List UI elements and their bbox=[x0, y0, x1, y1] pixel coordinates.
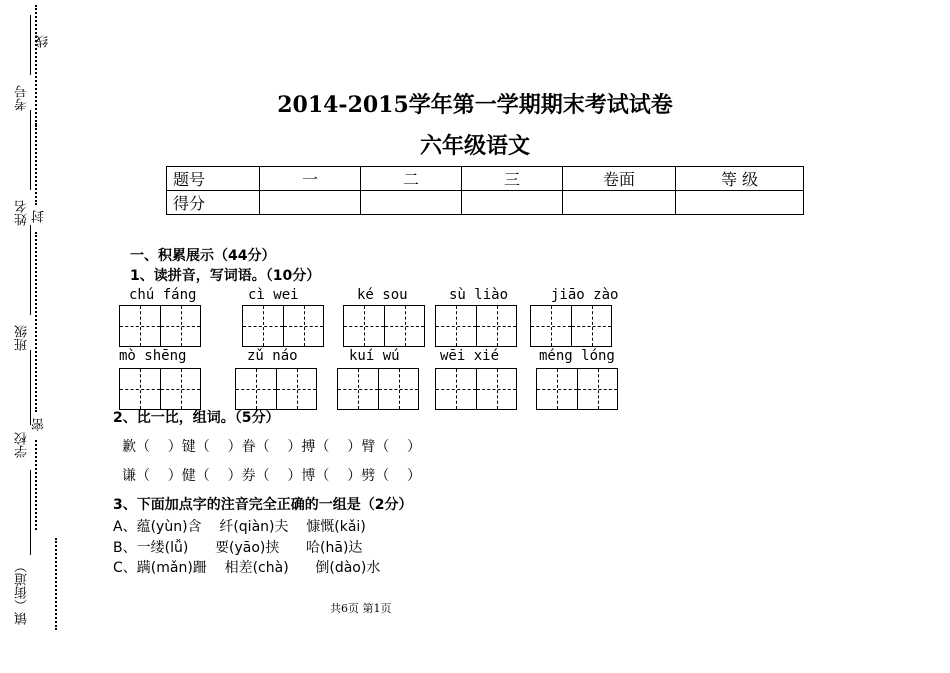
pinyin-label: sù liào bbox=[449, 287, 509, 303]
margin-mi-char: 密 bbox=[32, 418, 47, 431]
margin-feng-char: 封 bbox=[32, 210, 47, 223]
writing-grid[interactable] bbox=[343, 305, 425, 347]
question2-heading: 2、比一比，组词。（5分） bbox=[113, 410, 280, 426]
score-header-cell: 三 bbox=[462, 167, 563, 191]
writing-grid[interactable] bbox=[119, 305, 201, 347]
writing-grid[interactable] bbox=[119, 368, 201, 410]
question1-heading: 1、读拼音，写词语。（10分） bbox=[130, 268, 321, 284]
pinyin-label: cì wei bbox=[248, 287, 299, 303]
exam-title: 2014-2015学年第一学期期末考试试卷 bbox=[277, 92, 673, 118]
writing-grid[interactable] bbox=[235, 368, 317, 410]
pinyin-label: ké sou bbox=[357, 287, 408, 303]
pinyin-label: mò shēng bbox=[119, 348, 187, 364]
question3-heading: 3、下面加点字的注音完全正确的一组是（2分） bbox=[113, 497, 413, 513]
option-a: A、蕴(yùn)含 纤(qiàn)夫 慷慨(kǎi) bbox=[113, 519, 366, 535]
banji-line bbox=[30, 225, 31, 315]
writing-grid[interactable] bbox=[337, 368, 419, 410]
xuexiao-line bbox=[30, 350, 31, 425]
score-header-cell: 等 级 bbox=[676, 167, 804, 191]
margin-kaohao-label: 考号 bbox=[15, 85, 30, 111]
writing-grid[interactable] bbox=[435, 305, 517, 347]
option-b: B、一缕(lǚ) 要(yāo)挟 哈(hā)达 bbox=[113, 540, 363, 556]
pinyin-label: wēi xié bbox=[440, 348, 500, 364]
writing-grid[interactable] bbox=[536, 368, 618, 410]
option-c: C、蹒(mǎn)跚 相差(chà) 倒(dào)水 bbox=[113, 560, 381, 576]
pinyin-label: kuí wú bbox=[349, 348, 400, 364]
pinyin-label: chú fáng bbox=[129, 287, 197, 303]
score-header-cell: 题号 bbox=[167, 167, 260, 191]
score-cell[interactable] bbox=[563, 191, 676, 215]
writing-grid[interactable] bbox=[242, 305, 324, 347]
kaohao-line bbox=[30, 15, 31, 75]
writing-grid[interactable] bbox=[530, 305, 612, 347]
margin-zhen-label: 镇（街道） bbox=[15, 560, 30, 625]
pinyin-label: zǔ náo bbox=[247, 348, 298, 364]
pinyin-label: jiāo zào bbox=[551, 287, 619, 303]
zhen-line bbox=[30, 470, 31, 555]
compare-row: 歉（ ）键（ ）眷（ ）搏（ ）臂（ ） bbox=[122, 439, 422, 455]
margin-xingming-label: 姓名 bbox=[15, 200, 30, 226]
score-table-score-row bbox=[167, 191, 804, 215]
margin-xuexiao-label: 学校 bbox=[15, 432, 30, 458]
binding-dotted-line-outer bbox=[55, 538, 57, 630]
compare-row: 谦（ ）健（ ）券（ ）博（ ）劈（ ） bbox=[122, 468, 422, 484]
margin-line-char: 线 bbox=[36, 35, 51, 48]
score-header-cell: 二 bbox=[361, 167, 462, 191]
score-cell[interactable] bbox=[361, 191, 462, 215]
score-cell[interactable] bbox=[676, 191, 804, 215]
score-header-cell: 卷面 bbox=[563, 167, 676, 191]
pinyin-label: méng lóng bbox=[539, 348, 615, 364]
binding-dotted-line bbox=[35, 232, 37, 412]
score-cell[interactable] bbox=[260, 191, 361, 215]
exam-subtitle: 六年级语文 bbox=[419, 133, 530, 159]
page-footer: 共6页 第1页 bbox=[330, 602, 392, 615]
score-row-label: 得分 bbox=[167, 191, 260, 215]
binding-dotted-line bbox=[35, 440, 37, 530]
section1-heading: 一、积累展示（44分） bbox=[130, 248, 276, 264]
writing-grid[interactable] bbox=[435, 368, 517, 410]
margin-banji-label: 班级 bbox=[15, 325, 30, 351]
score-table-header-row bbox=[167, 167, 804, 191]
score-cell[interactable] bbox=[462, 191, 563, 215]
score-header-cell: 一 bbox=[260, 167, 361, 191]
score-table bbox=[166, 166, 804, 215]
